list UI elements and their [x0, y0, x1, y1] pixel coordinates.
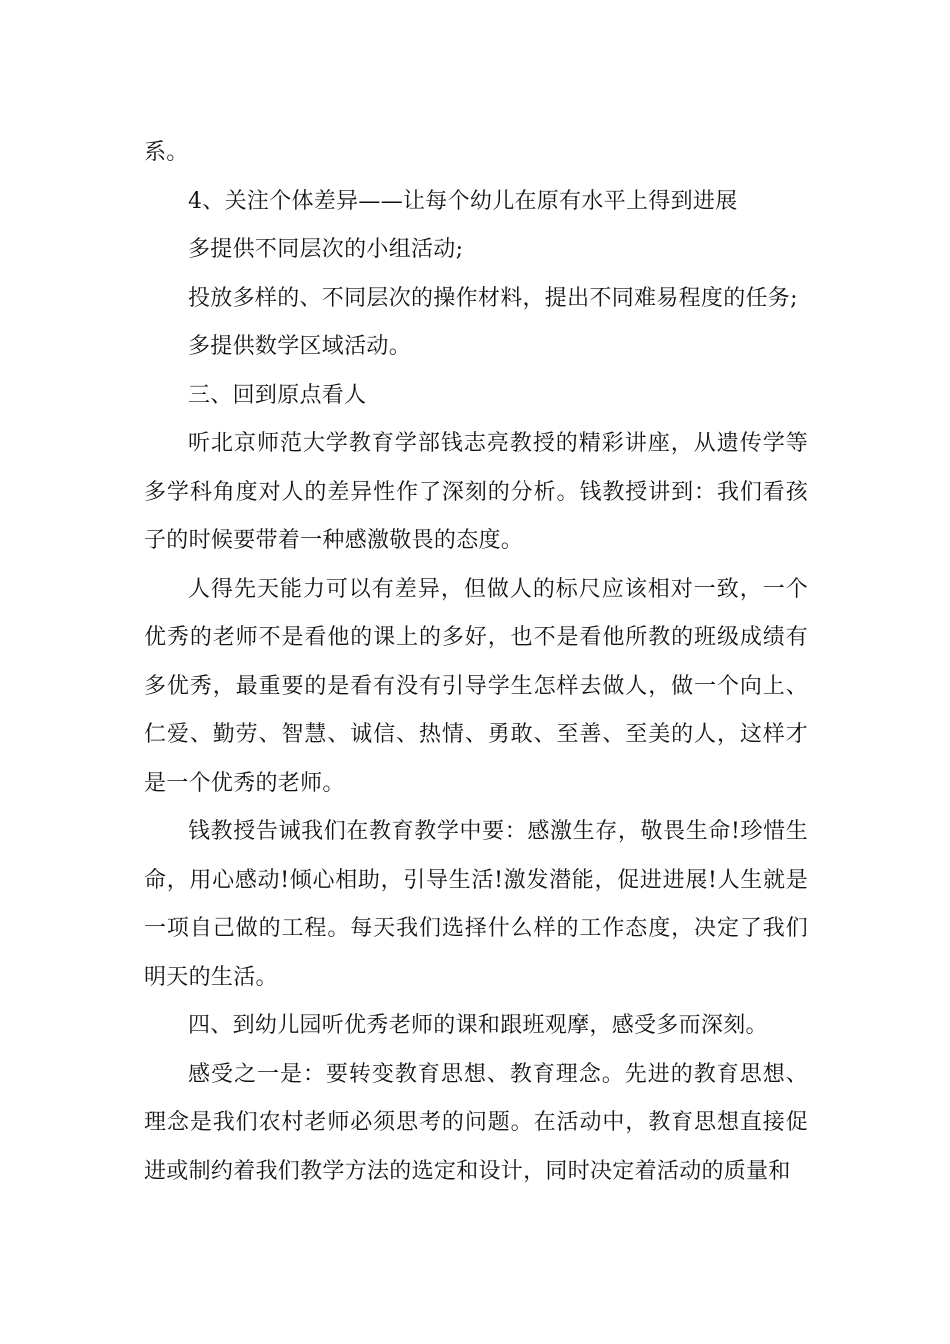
paragraph-math-areas: 多提供数学区域活动。	[188, 334, 412, 359]
paragraph-materials: 投放多样的、不同层次的操作材料，提出不同难易程度的任务;	[188, 285, 798, 311]
paragraph-heading-individual-differences: 4、关注个体差异——让每个幼儿在原有水平上得到进展	[188, 188, 738, 214]
paragraph-group-activities: 多提供不同层次的小组活动;	[188, 237, 464, 262]
paragraph-admonition: 钱教授告诫我们在教育教学中要：感激生存，敬畏生命!珍惜生命，用心感动!倾心相助，引导生活!激发潜能，促进进展!人生就是一项自己做的工程。每天我们选择什么样的工作态度，决定了我们明天的生活。	[144, 819, 808, 990]
paragraph-reflection-one: 感受之一是：要转变教育思想、教育理念。先进的教育思想、理念是我们农村老师必须思考的问题。在活动中，教育思想直接促进或制约着我们教学方法的选定和设计，同时决定着活动的质量和	[144, 1061, 808, 1184]
section-heading-three: 三、回到原点看人	[188, 382, 367, 408]
paragraph-lecture: 听北京师范大学教育学部钱志亮教授的精彩讲座，从遗传学等多学科角度对人的差异性作了深刻的分析。钱教授讲到：我们看孩子的时候要带着一种感激敬畏的态度。	[144, 431, 808, 553]
paragraph-continuation: 系。	[144, 140, 189, 165]
section-heading-four: 四、到幼儿园听优秀老师的课和跟班观摩，感受多而深刻。	[188, 1013, 768, 1038]
document-body	[144, 129, 808, 1196]
paragraph-good-teacher: 人得先天能力可以有差异，但做人的标尺应该相对一致，一个优秀的老师不是看他的课上的多好，也不是看他所教的班级成绩有多优秀，最重要的是看有没有引导学生怎样去做人，做一个向上、仁爱、勤劳、智慧、诚信、热情、勇敢、至善、至美的人，这样才是一个优秀的老师。	[144, 576, 808, 796]
